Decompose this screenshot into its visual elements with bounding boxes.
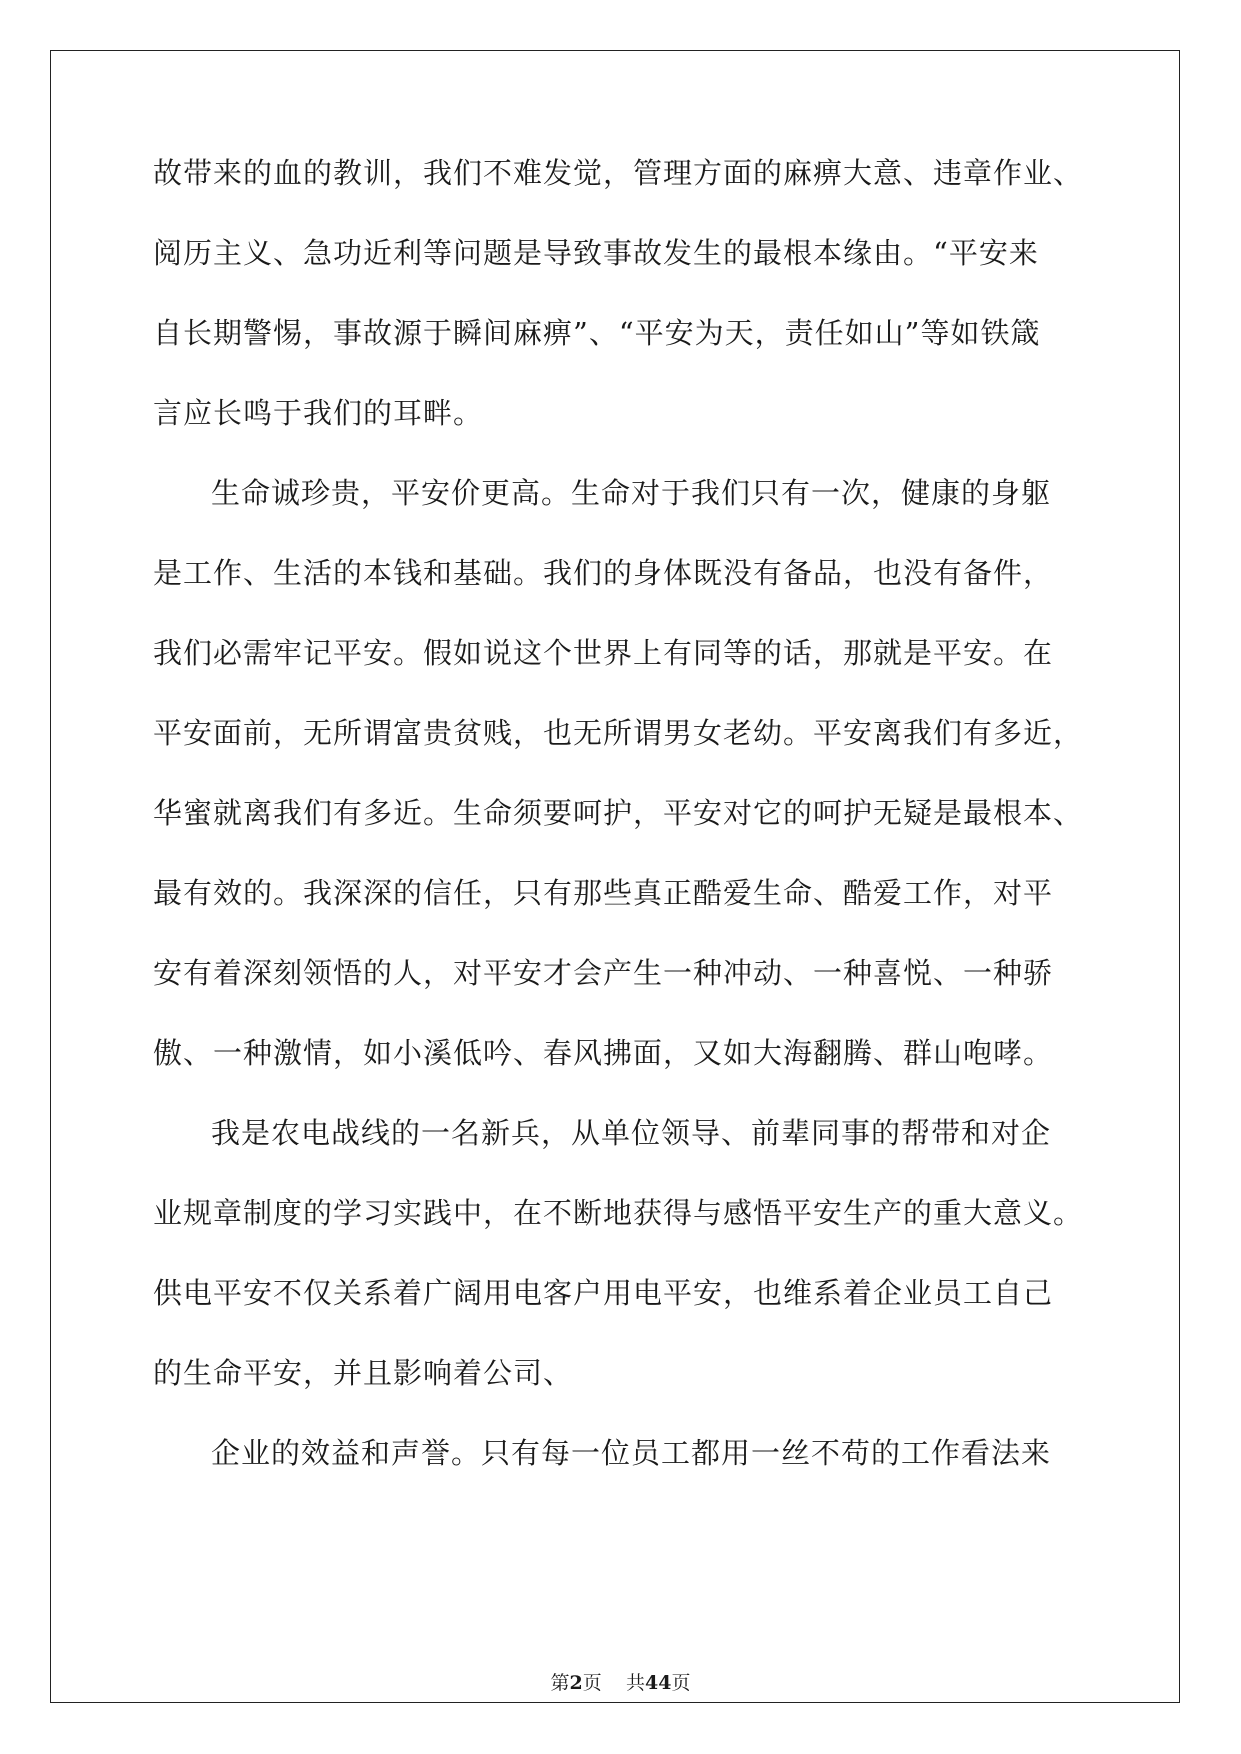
text-line: 业规章制度的学习实践中，在不断地获得与感悟平安生产的重大意义。 <box>153 1196 1084 1230</box>
page-suffix: 页 <box>582 1672 602 1694</box>
text-line: 的生命平安，并且影响着公司、 <box>153 1356 574 1390</box>
text-line: 傲、一种激情，如小溪低吟、春风拂面，又如大海翻腾、群山咆哮。 <box>153 1036 1054 1070</box>
total-prefix: 共 <box>625 1672 645 1694</box>
text-line: 华蜜就离我们有多近。生命须要呵护，平安对它的呵护无疑是最根本、 <box>153 796 1084 830</box>
text-line: 生命诚珍贵，平安价更高。生命对于我们只有一次，健康的身躯 <box>211 476 1052 510</box>
page-number: 2 <box>569 1672 583 1694</box>
total-pages: 44 <box>644 1672 672 1694</box>
text-line: 言应长鸣于我们的耳畔。 <box>153 396 484 430</box>
document-body <box>153 153 1093 1513</box>
text-line: 阅历主义、急功近利等问题是导致事故发生的最根本缘由。“平安来 <box>153 236 1039 270</box>
text-line: 安有着深刻领悟的人，对平安才会产生一种冲动、一种喜悦、一种骄 <box>153 956 1054 990</box>
text-line: 我是农电战线的一名新兵，从单位领导、前辈同事的帮带和对企 <box>211 1116 1052 1150</box>
text-line: 我们必需牢记平安。假如说这个世界上有同等的话，那就是平安。在 <box>153 636 1054 670</box>
text-line: 最有效的。我深深的信任，只有那些真正酷爱生命、酷爱工作，对平 <box>153 876 1054 910</box>
text-line: 是工作、生活的本钱和基础。我们的身体既没有备品，也没有备件， <box>153 556 1054 590</box>
text-line: 故带来的血的教训，我们不难发觉，管理方面的麻痹大意、违章作业、 <box>153 156 1084 190</box>
page-prefix: 第 <box>550 1672 570 1694</box>
page-footer <box>0 1668 1241 1695</box>
text-line: 自长期警惕，事故源于瞬间麻痹”、“平安为天，责任如山”等如铁箴 <box>153 316 1041 350</box>
text-line: 平安面前，无所谓富贵贫贱，也无所谓男女老幼。平安离我们有多近， <box>153 716 1084 750</box>
text-line: 企业的效益和声誉。只有每一位员工都用一丝不苟的工作看法来 <box>211 1436 1052 1470</box>
total-suffix: 页 <box>671 1672 691 1694</box>
text-line: 供电平安不仅关系着广阔用电客户用电平安，也维系着企业员工自己 <box>153 1276 1054 1310</box>
